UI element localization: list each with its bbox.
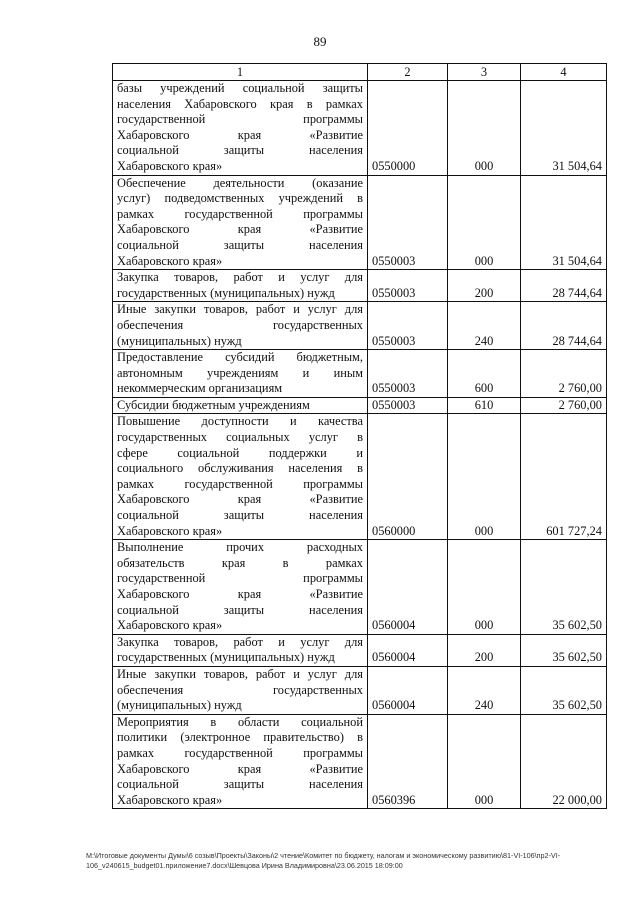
row-description (113, 302, 368, 350)
row-expense-type: 200 (448, 634, 521, 666)
description-line: Выполнение прочих расходных (117, 540, 363, 555)
row-code: 0560004 (368, 666, 448, 714)
description-line: социальной защиты населения (117, 143, 363, 158)
footer-line: 106_v240615_budget01.приложение7.docx\Шевцова Ирина Владимировна\23.06.2015 18:09:00 (86, 861, 403, 870)
description-line: рамках государственной программы (117, 476, 363, 491)
row-code: 0560004 (368, 540, 448, 635)
row-amount: 28 744,64 (521, 302, 607, 350)
description-line: обязательств края в рамках (117, 555, 363, 570)
row-amount: 35 602,50 (521, 666, 607, 714)
row-amount: 28 744,64 (521, 270, 607, 302)
row-description (113, 397, 368, 414)
column-header: 1 (113, 64, 368, 81)
description-line: социального обслуживания населения в (117, 461, 363, 476)
column-header: 4 (521, 64, 607, 81)
description-line: рамках государственной программы (117, 206, 363, 221)
description-line: Мероприятия в области социальной (117, 714, 363, 729)
description-line: Хабаровского края» (117, 253, 223, 268)
description-line: Хабаровского края «Развитие (117, 492, 363, 507)
row-amount: 601 727,24 (521, 414, 607, 540)
row-expense-type: 200 (448, 270, 521, 302)
row-amount: 2 760,00 (521, 350, 607, 398)
description-line: социальной защиты населения (117, 777, 363, 792)
description-line: Хабаровского края «Развитие (117, 127, 363, 142)
description-line: Хабаровского края» (117, 618, 223, 633)
description-line: Иные закупки товаров, работ и услуг для (117, 666, 363, 681)
row-description (113, 714, 368, 809)
row-code: 0560000 (368, 414, 448, 540)
column-header: 2 (368, 64, 448, 81)
row-code: 0550003 (368, 302, 448, 350)
description-line: политики (электронное правительство) в (117, 730, 363, 745)
description-line: базы учреждений социальной защиты (117, 81, 363, 95)
description-line: Хабаровского края» (117, 158, 223, 173)
column-header: 3 (448, 64, 521, 81)
budget-table (112, 63, 607, 809)
row-code: 0550003 (368, 350, 448, 398)
row-amount: 35 602,50 (521, 540, 607, 635)
document-path-footer (86, 851, 626, 871)
table-row (113, 666, 607, 714)
description-line: обеспечения государственных (117, 317, 363, 332)
description-line: Обеспечение деятельности (оказание (117, 175, 363, 190)
description-line: Хабаровского края» (117, 792, 223, 807)
row-description (113, 634, 368, 666)
table-row (113, 414, 607, 540)
description-line: социальной защиты населения (117, 237, 363, 252)
description-line: Закупка товаров, работ и услуг для (117, 270, 363, 285)
description-line: государственной программы (117, 571, 363, 586)
table-row (113, 634, 607, 666)
table-row (113, 81, 607, 176)
table-body (113, 81, 607, 809)
description-line: государственных (муниципальных) нужд (117, 285, 335, 300)
description-line: рамках государственной программы (117, 745, 363, 760)
row-code: 0550000 (368, 81, 448, 176)
table-row (113, 397, 607, 414)
description-line: Повышение доступности и качества (117, 414, 363, 429)
description-line: Субсидии бюджетным учреждениям (117, 397, 310, 412)
description-line: (муниципальных) нужд (117, 333, 242, 348)
table-row (113, 540, 607, 635)
description-line: государственных (муниципальных) нужд (117, 650, 335, 665)
row-code: 0560396 (368, 714, 448, 809)
description-line: автономным учреждениям и иным (117, 365, 363, 380)
table-row (113, 302, 607, 350)
row-amount: 31 504,64 (521, 175, 607, 270)
description-line: Хабаровского края «Развитие (117, 761, 363, 776)
description-line: (муниципальных) нужд (117, 698, 242, 713)
row-code: 0550003 (368, 175, 448, 270)
description-line: Хабаровского края «Развитие (117, 222, 363, 237)
row-amount: 31 504,64 (521, 81, 607, 176)
table-row (113, 175, 607, 270)
description-line: некоммерческим организациям (117, 381, 283, 396)
row-description (113, 540, 368, 635)
row-expense-type: 000 (448, 175, 521, 270)
row-expense-type: 000 (448, 81, 521, 176)
description-line: населения Хабаровского края в рамках (117, 96, 363, 111)
row-expense-type: 240 (448, 666, 521, 714)
description-line: Хабаровского края» (117, 523, 223, 538)
description-line: государственной программы (117, 112, 363, 127)
row-expense-type: 000 (448, 414, 521, 540)
row-description (113, 350, 368, 398)
row-code: 0550003 (368, 270, 448, 302)
row-expense-type: 610 (448, 397, 521, 414)
row-expense-type: 000 (448, 714, 521, 809)
description-line: услуг) подведомственных учреждений в (117, 191, 363, 206)
row-amount: 22 000,00 (521, 714, 607, 809)
page-number: 89 (313, 34, 327, 49)
table-row (113, 350, 607, 398)
row-code: 0560004 (368, 634, 448, 666)
row-description (113, 175, 368, 270)
table-row (113, 714, 607, 809)
row-description (113, 81, 368, 176)
table-row (113, 270, 607, 302)
description-line: социальной защиты населения (117, 602, 363, 617)
description-line: Предоставление субсидий бюджетным, (117, 350, 363, 365)
row-amount: 35 602,50 (521, 634, 607, 666)
description-line: социальной защиты населения (117, 508, 363, 523)
description-line: Хабаровского края «Развитие (117, 587, 363, 601)
row-amount: 2 760,00 (521, 397, 607, 414)
footer-line: M:\Итоговые документы Думы\6 созыв\Проекты\Законы\2 чтение\Комитет по бюджету, налогам и экономическому развитию\81-VI-106\пр2-VI- (86, 851, 561, 860)
description-line: Иные закупки товаров, работ и услуг для (117, 302, 363, 317)
description-line: Закупка товаров, работ и услуг для (117, 634, 363, 649)
row-description (113, 270, 368, 302)
row-code: 0550003 (368, 397, 448, 414)
row-description (113, 414, 368, 540)
description-line: сфере социальной поддержки и (117, 445, 363, 460)
table-header-row (113, 64, 607, 81)
row-expense-type: 000 (448, 540, 521, 635)
row-expense-type: 600 (448, 350, 521, 398)
description-line: государственных социальных услуг в (117, 430, 363, 445)
description-line: обеспечения государственных (117, 682, 363, 697)
row-expense-type: 240 (448, 302, 521, 350)
row-description (113, 666, 368, 714)
